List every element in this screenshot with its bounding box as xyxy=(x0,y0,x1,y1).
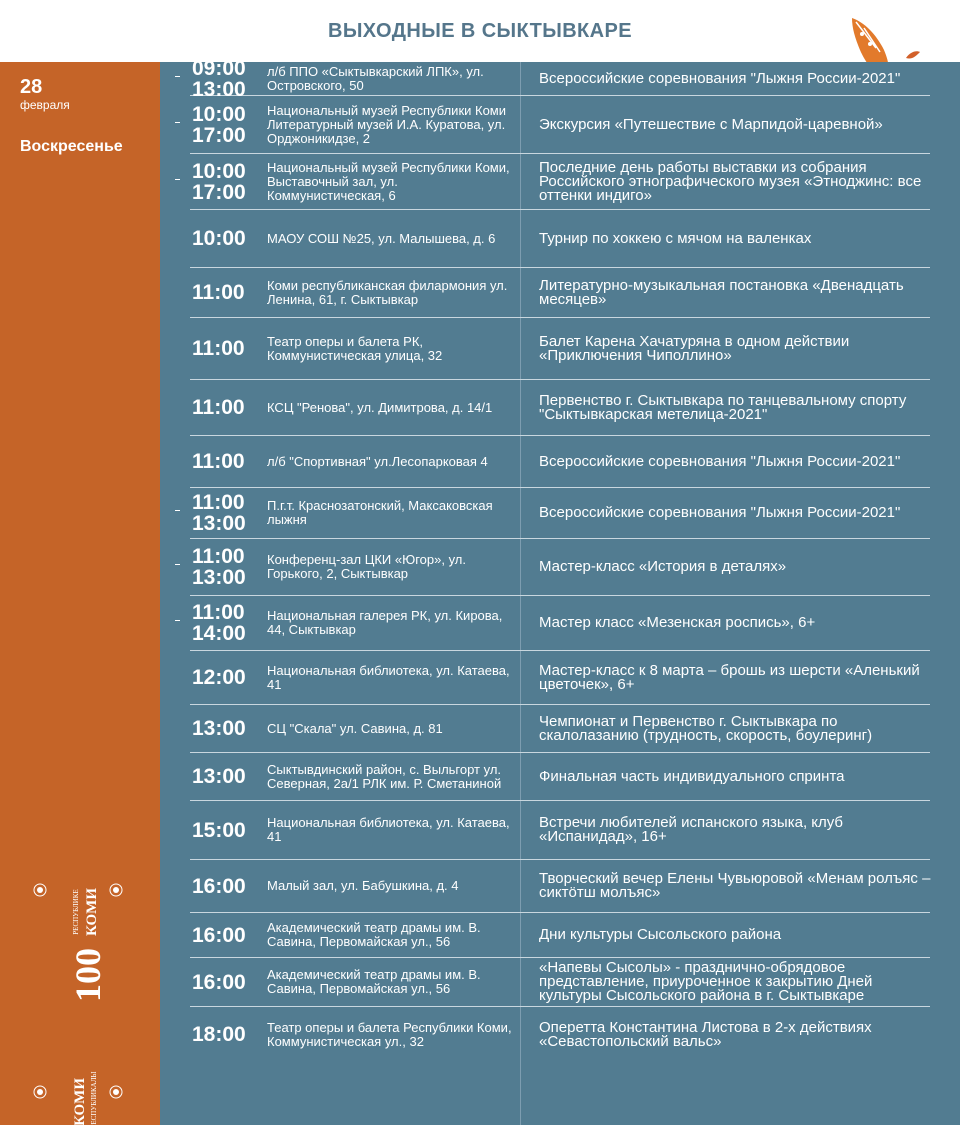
time-range-dash xyxy=(175,179,180,180)
time-start: 11:00 xyxy=(192,337,245,360)
event-title: Встречи любителей испанского языка, клуб «Испанидад», 16+ xyxy=(539,814,844,845)
event-row xyxy=(190,436,930,488)
day-number: 28 xyxy=(20,76,43,98)
event-title: Оперетта Константина Листова в 2-х действиях «Севастопольский вальс» xyxy=(539,1018,872,1050)
event-time xyxy=(192,318,266,379)
event-venue: л/б "Спортивная" ул.Лесопарковая 4 xyxy=(267,453,488,469)
time-start: 11:00 xyxy=(192,491,245,514)
event-title: Балет Карена Хачатуряна в одном действии «Приключения Чиполлино» xyxy=(539,332,850,364)
event-row xyxy=(190,318,930,380)
sidebar xyxy=(0,62,160,1129)
event-row xyxy=(190,380,930,436)
event-venue: л/б ППО «Сыктывкарский ЛПК», ул. Островского, 50 xyxy=(267,63,484,93)
event-time xyxy=(192,488,266,538)
event-venue: П.г.т. Краснозатонский, Максаковская лыжня xyxy=(267,498,493,527)
event-venue: Национальная библиотека, ул. Катаева, 41 xyxy=(267,815,510,844)
event-title: Чемпионат и Первенство г. Сыктывкара по скалолазанию (трудность, скорость, боулеринг) xyxy=(539,712,873,744)
time-start: 18:00 xyxy=(192,1023,246,1046)
event-row xyxy=(190,753,930,801)
event-title: Всероссийские соревнования "Лыжня России-2021" xyxy=(539,504,901,521)
event-time xyxy=(192,860,266,912)
event-row xyxy=(190,705,930,753)
header xyxy=(0,0,960,62)
time-end: 17:00 xyxy=(192,180,246,204)
time-start: 12:00 xyxy=(192,666,246,689)
event-row xyxy=(190,1007,930,1062)
event-venue: Конференц-зал ЦКИ «Югор», ул. Горького, 2, Сыктывкар xyxy=(267,552,466,581)
time-range-dash xyxy=(175,510,180,511)
time-range-dash xyxy=(175,122,180,123)
event-time xyxy=(192,705,266,752)
event-row xyxy=(190,268,930,318)
event-venue: КСЦ "Ренова", ул. Димитрова, д. 14/1 xyxy=(267,399,493,415)
event-venue: Театр оперы и балета Республики Коми, Коммунистическая ул., 32 xyxy=(267,1019,512,1049)
event-row xyxy=(190,210,930,268)
event-title: Творческий вечер Елены Чувьюровой «Менам ролъяс – сиктöтш молъяс» xyxy=(539,870,931,901)
time-start: 11:00 xyxy=(192,396,245,419)
event-title: Турнир по хоккею с мячом на валенках xyxy=(539,229,812,247)
event-venue: Академический театр драмы им. В. Савина, Первомайская ул., 56 xyxy=(267,967,481,996)
event-row xyxy=(190,96,930,154)
event-time xyxy=(192,651,266,704)
event-title: Литературно-музыкальная постановка «Двенадцать месяцев» xyxy=(539,276,904,308)
time-start: 11:00 xyxy=(192,601,245,624)
event-venue: СЦ "Скала" ул. Савина, д. 81 xyxy=(267,720,443,736)
time-start: 10:00 xyxy=(192,227,246,250)
event-time xyxy=(192,596,266,650)
komi-100-logo xyxy=(20,842,140,1142)
date-block xyxy=(20,76,70,112)
event-time xyxy=(192,154,266,209)
event-time xyxy=(192,539,266,595)
month: февраля xyxy=(20,98,70,112)
event-time xyxy=(192,380,266,435)
time-range-dash xyxy=(175,620,180,621)
event-row xyxy=(190,801,930,860)
time-end: 17:00 xyxy=(192,123,246,147)
event-title: Первенство г. Сыктывкара по танцевальному спорту "Сыктывкарская метелица-2021" xyxy=(539,391,907,423)
event-time xyxy=(192,56,266,101)
time-start: 11:00 xyxy=(192,281,245,304)
event-title: Всероссийские соревнования "Лыжня России-2021" xyxy=(539,452,901,470)
time-start: 11:00 xyxy=(192,450,245,473)
event-row xyxy=(190,154,930,210)
event-venue: Театр оперы и балета РК, Коммунистическая улица, 32 xyxy=(267,333,443,363)
event-venue: Национальная библиотека, ул. Катаева, 41 xyxy=(267,662,510,692)
event-title: Последние день работы выставки из собрания Российского этнографического музея «Этноджинс: все оттенки индиго» xyxy=(539,158,922,204)
event-time xyxy=(192,436,266,487)
logo-small-bottom: РЕСПУБЛИКАЛЫ xyxy=(90,1071,98,1129)
event-venue: Национальный музей Республики Коми, Выставочный зал, ул. Коммунистическая, 6 xyxy=(267,159,510,203)
event-title: Мастер-класс к 8 марта – брошь из шерсти «Аленький цветочек», 6+ xyxy=(539,661,920,693)
time-start: 16:00 xyxy=(192,874,246,898)
event-row xyxy=(190,860,930,913)
event-venue: Национальная галерея РК, ул. Кирова, 44, Сыктывкар xyxy=(267,608,503,637)
logo-small-top: РЕСПУБЛИКЕ xyxy=(72,889,80,935)
event-row xyxy=(190,539,930,596)
time-end: 13:00 xyxy=(192,77,246,101)
event-title: «Напевы Сысолы» - празднично-обрядовое представление, приуроченное к закрытию Дней культуры Сысольского района в г. Сыктывкаре xyxy=(539,959,873,1004)
event-row xyxy=(190,488,930,539)
time-start: 10:00 xyxy=(192,159,246,183)
logo-word-bottom: КОМИ xyxy=(72,1078,88,1126)
event-venue: МАОУ СОШ №25, ул. Малышева, д. 6 xyxy=(267,230,496,246)
time-start: 10:00 xyxy=(192,102,246,126)
logo-word-top: КОМИ xyxy=(84,888,100,936)
event-venue: Сыктывдинский район, с. Выльгорт ул. Северная, 2а/1 РЛК им. Р. Сметаниной xyxy=(267,761,502,791)
time-start: 09:00 xyxy=(192,56,246,80)
event-time xyxy=(192,96,266,153)
event-venue: Национальный музей Республики Коми Литературный музей И.А. Куратова, ул. Орджоникидзе, 2 xyxy=(267,102,507,146)
time-start: 13:00 xyxy=(192,717,246,740)
event-venue: Академический театр драмы им. В. Савина, Первомайская ул., 56 xyxy=(267,920,481,949)
page-title: ВЫХОДНЫЕ В СЫКТЫВКАРЕ xyxy=(327,20,632,42)
logo-100: 100 xyxy=(68,948,108,1002)
event-row xyxy=(190,56,930,101)
event-title: Всероссийские соревнования "Лыжня России-2021" xyxy=(539,69,901,87)
event-row xyxy=(190,958,930,1007)
time-start: 13:00 xyxy=(192,765,246,788)
time-range-dash xyxy=(175,564,180,565)
time-start: 11:00 xyxy=(192,545,245,568)
weekday: Воскресенье xyxy=(20,138,123,155)
time-start: 15:00 xyxy=(192,818,246,842)
event-title: Экскурсия «Путешествие с Марпидой-царевной» xyxy=(539,115,883,133)
event-time xyxy=(192,913,266,957)
event-time xyxy=(192,210,266,267)
event-time xyxy=(192,1007,266,1062)
event-title: Мастер-класс «История в деталях» xyxy=(539,558,787,575)
event-venue: Малый зал, ул. Бабушкина, д. 4 xyxy=(267,878,459,893)
time-end: 13:00 xyxy=(192,512,246,535)
event-row xyxy=(190,913,930,958)
time-range-dash xyxy=(175,76,180,77)
event-title: Дни культуры Сысольского района xyxy=(539,926,782,943)
event-title: Финальная часть индивидуального спринта xyxy=(539,767,845,785)
time-start: 16:00 xyxy=(192,970,246,994)
event-row xyxy=(190,596,930,651)
event-time xyxy=(192,753,266,800)
time-end: 13:00 xyxy=(192,566,246,589)
time-start: 16:00 xyxy=(192,923,246,947)
time-end: 14:00 xyxy=(192,622,246,645)
event-venue: Коми республиканская филармония ул. Ленина, 61, г. Сыктывкар xyxy=(267,277,508,307)
event-time xyxy=(192,801,266,859)
event-title: Мастер класс «Мезенская роспись», 6+ xyxy=(539,614,816,631)
event-row xyxy=(190,651,930,705)
events-panel xyxy=(160,56,960,1125)
event-time xyxy=(192,268,266,317)
event-time xyxy=(192,958,266,1006)
